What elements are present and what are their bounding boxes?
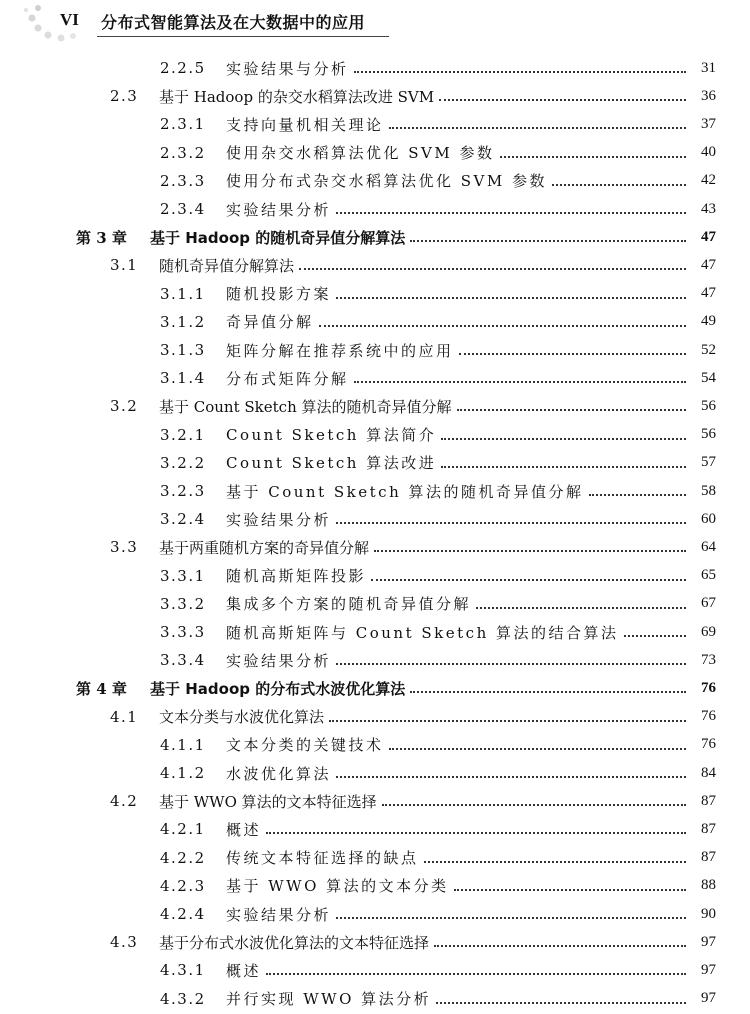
toc-entry-title: 实验结果与分析 [226,59,349,78]
toc-entry-number: 2.3.2 [160,143,206,162]
toc-entry-page: 37 [701,115,716,132]
toc-entry-page: 54 [701,369,716,386]
page-header [0,0,750,46]
toc-entry [160,56,716,80]
dot-leader [441,424,686,440]
toc-entry-number: 4.2.2 [160,848,206,867]
header-rule [97,36,389,37]
toc-entry-title: 实验结果分析 [226,200,332,219]
toc-entry-number: 2.3.1 [160,115,206,134]
dot-leader [589,480,687,496]
toc-entry [160,648,716,672]
toc-entry [160,958,716,982]
toc-entry-title: 水波优化算法 [226,764,332,783]
toc-entry-page: 65 [701,567,716,584]
toc-entry-number: 3.3.1 [160,566,206,585]
toc-entry [160,310,716,334]
toc-entry-number: 3.2.2 [160,453,206,472]
dot-leader [374,536,686,552]
toc-entry [110,394,716,418]
toc-entry-page: 40 [701,144,716,161]
dot-leader [382,790,686,806]
toc-entry [160,846,716,870]
toc-entry-page: 56 [701,426,716,443]
toc-entry-title: 分布式矩阵分解 [226,369,349,388]
toc-entry-title: 矩阵分解在推荐系统中的应用 [226,341,454,360]
toc-entry-number: 3.3 [110,538,139,557]
toc-entry-page: 57 [701,454,716,471]
toc-entry [110,84,716,108]
toc-entry-number: 4.3.1 [160,961,206,980]
toc-entry-title: 奇异值分解 [226,313,314,332]
dot-leader [336,198,686,214]
toc-entry [160,451,716,475]
toc-entry-page: 49 [701,313,716,330]
dot-leader [424,847,686,863]
book-title: 分布式智能算法及在大数据中的应用 [101,13,366,32]
toc-entry-page: 31 [701,59,716,76]
toc-entry-title: 传统文本特征选择的缺点 [226,849,419,868]
dot-leader [371,565,686,581]
toc-entry-number: 4.2.3 [160,876,206,895]
toc-entry-page: 97 [701,933,716,950]
toc-entry-title: 随机高斯矩阵投影 [226,567,367,586]
toc-entry [160,141,716,165]
toc-entry [160,564,716,588]
toc-entry [160,112,716,136]
toc-entry [76,225,716,249]
toc-entry [160,366,716,390]
toc-entry [160,169,716,193]
dot-leader [389,113,686,129]
toc-entry-number: 3.1.3 [160,341,206,359]
toc-entry-number: 3.3.3 [160,623,206,641]
toc-entry-page: 47 [701,285,716,302]
toc-entry-page: 67 [701,595,716,612]
toc-entry-title: 基于 Count Sketch 算法的随机奇异值分解 [159,397,452,416]
toc-entry-number: 4.2.4 [160,905,206,923]
toc-entry [110,253,716,277]
toc-entry-title: 使用分布式杂交水稻算法优化 SVM 参数 [226,172,548,191]
toc-entry-number: 3.2 [110,397,139,416]
toc-entry [160,733,716,757]
toc-entry-title: 概述 [226,820,262,839]
toc-entry-title: Count Sketch 算法改进 [226,454,437,473]
dot-leader [434,931,686,947]
toc-entry-title: 实验结果分析 [226,510,332,529]
dot-leader [336,903,686,919]
toc-entry [110,930,716,954]
toc-entry [110,789,716,813]
toc-entry-number: 3.3.2 [160,594,206,613]
toc-entry [160,479,716,503]
toc-entry-page: 87 [701,792,716,809]
toc-entry [160,338,716,362]
dot-leader [336,283,686,299]
dot-leader [336,649,686,665]
toc-entry-title: 文本分类与水波优化算法 [159,708,325,727]
toc-entry [160,817,716,841]
toc-entry-title: 基于 Hadoop 的随机奇异值分解算法 [150,228,406,247]
toc-entry [160,620,716,644]
dot-leader [336,762,686,778]
dot-leader [457,395,687,411]
toc-entry-number: 4.1.2 [160,764,206,782]
toc-entry-title: Count Sketch 算法简介 [226,426,437,445]
dot-leader [389,734,686,750]
dot-leader [336,508,686,524]
toc-entry-page: 47 [701,228,716,245]
dot-leader [439,85,686,101]
dot-leader [459,339,686,355]
toc-entry [160,987,716,1011]
toc-entry [110,705,716,729]
toc-entry-number: 3.1 [110,256,139,275]
toc-entry [160,592,716,616]
toc-entry-number: 4.3 [110,933,139,952]
dot-leader [266,959,686,975]
toc-entry-page: 42 [701,172,716,189]
toc-entry-page: 97 [701,961,716,978]
toc-entry-page: 56 [701,397,716,414]
dot-leader [266,818,686,834]
toc-entry-title: 集成多个方案的随机奇异值分解 [226,595,472,614]
toc-entry-number: 3.1.1 [160,284,206,303]
toc-entry-title: 实验结果分析 [226,905,332,924]
toc-entry-title: 基于 Hadoop 的杂交水稻算法改进 SVM [159,87,435,106]
dot-leader [454,875,686,891]
toc-entry-number: 4.3.2 [160,989,206,1008]
toc-entry [160,874,716,898]
dot-leader [624,621,687,637]
dot-leader [410,677,686,693]
dot-leader [436,988,686,1004]
toc-entry-number: 2.3.3 [160,171,206,190]
toc-entry-page: 97 [701,990,716,1007]
toc-entry-page: 84 [701,764,716,781]
toc-entry-page: 87 [701,820,716,837]
toc-entry-number: 3.1.4 [160,369,206,388]
toc-entry [160,507,716,531]
page-number-roman: VI [60,10,79,29]
toc-entry-number: 4.1 [110,707,139,726]
toc-entry-number: 2.3.4 [160,200,206,218]
toc-entry-title: 基于 WWO 算法的文本分类 [226,877,449,896]
toc-entry-page: 64 [701,538,716,555]
dot-leader [410,226,686,242]
toc-entry-number: 3.3.4 [160,651,206,670]
dot-leader [329,706,686,722]
toc-entry-page: 43 [701,200,716,217]
toc-entry-page: 87 [701,849,716,866]
toc-entry [76,676,716,700]
toc-entry-page: 36 [701,87,716,104]
toc-entry-number: 4.2 [110,792,139,811]
dot-leader [299,254,686,270]
dot-leader [500,142,686,158]
toc-entry-page: 58 [701,482,716,499]
toc-entry-number: 3.2.1 [160,425,206,444]
toc-entry-title: 实验结果分析 [226,651,332,670]
toc-entry-title: 概述 [226,961,262,980]
toc-entry-page: 69 [701,623,716,640]
toc-entry-page: 73 [701,651,716,668]
toc-entry-page: 47 [701,256,716,273]
toc-entry [110,535,716,559]
toc-entry-number: 第 4 章 [76,679,127,698]
dot-leader [319,311,686,327]
toc-entry-number: 4.1.1 [160,735,206,754]
dot-leader [441,452,686,468]
toc-entry-page: 76 [701,708,716,725]
toc-entry-title: 随机奇异值分解算法 [159,256,295,275]
toc-entry [160,423,716,447]
toc-entry-title: 基于 Count Sketch 算法的随机奇异值分解 [226,482,584,501]
dot-leader [552,170,686,186]
toc-entry [160,197,716,221]
dot-leader [354,57,686,73]
toc-entry-page: 52 [701,341,716,358]
dot-leader [354,367,686,383]
toc-entry-title: 支持向量机相关理论 [226,115,384,134]
dot-leader [476,593,686,609]
toc-entry-page: 60 [701,510,716,527]
toc-entry-number: 4.2.1 [160,820,206,839]
toc-entry-page: 90 [701,905,716,922]
toc-entry [160,282,716,306]
toc-entry-title: 基于 WWO 算法的文本特征选择 [159,792,377,811]
toc-entry-title: 文本分类的关键技术 [226,736,384,755]
toc-entry [160,761,716,785]
toc-entry-title: 使用杂交水稻算法优化 SVM 参数 [226,144,495,163]
toc-entry-title: 基于分布式水波优化算法的文本特征选择 [159,933,430,952]
toc-entry-title: 基于两重随机方案的奇异值分解 [159,538,370,557]
toc-entry-number: 2.3 [110,87,139,106]
toc-entry [160,902,716,926]
toc-entry-page: 76 [701,736,716,753]
toc-entry-number: 2.2.5 [160,59,206,77]
toc-entry-title: 基于 Hadoop 的分布式水波优化算法 [150,679,406,698]
toc-entry-number: 第 3 章 [76,228,127,247]
toc-entry-page: 76 [701,679,716,696]
toc-entry-number: 3.2.4 [160,510,206,529]
toc-entry-number: 3.1.2 [160,312,206,331]
toc-entry-title: 随机高斯矩阵与 Count Sketch 算法的结合算法 [226,623,619,642]
toc-entry-title: 并行实现 WWO 算法分析 [226,990,432,1009]
toc-entry-number: 3.2.3 [160,482,206,500]
toc-entry-title: 随机投影方案 [226,285,332,304]
toc-entry-page: 88 [701,877,716,894]
